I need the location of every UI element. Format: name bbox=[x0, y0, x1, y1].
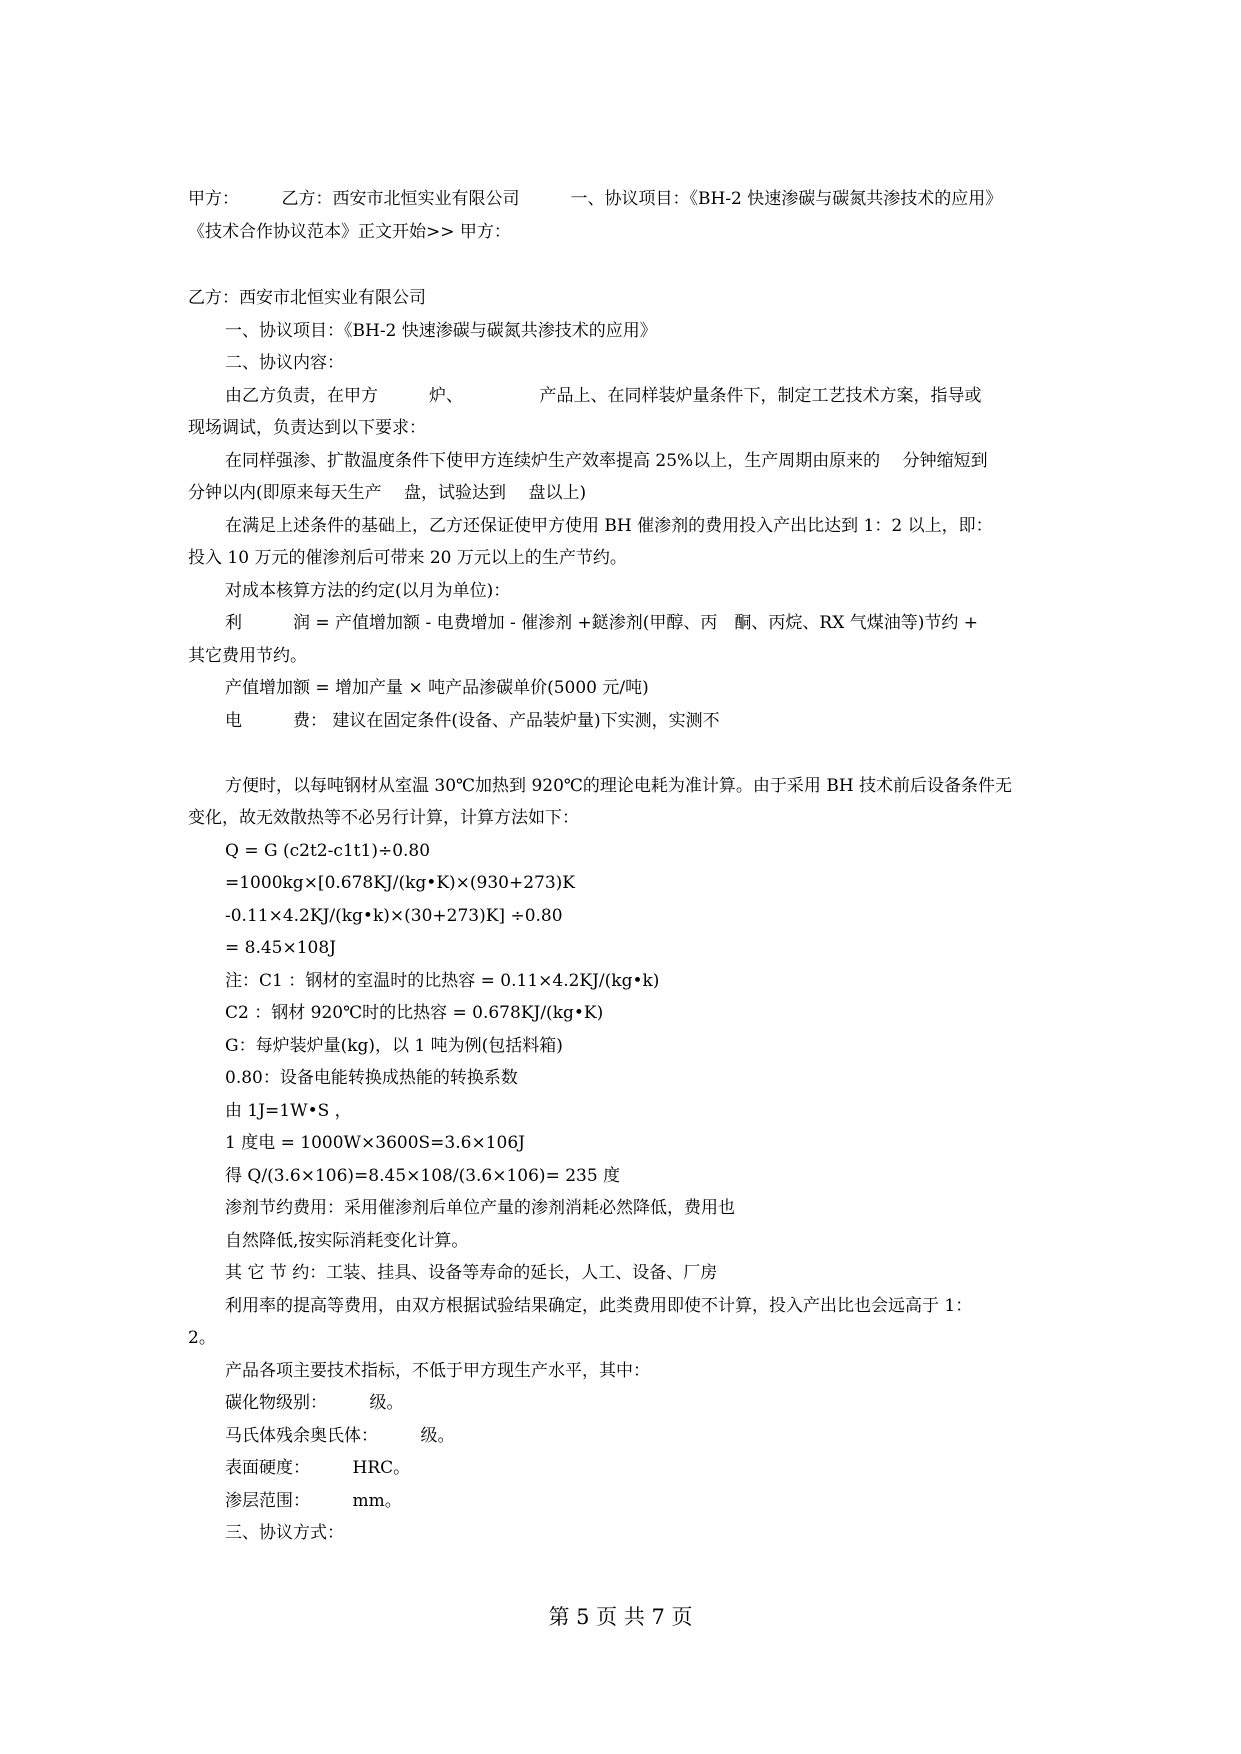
paragraph-line: 利 润 = 产值增加额 - 电费增加 - 催渗剂 +鎹渗剂(甲醇、丙 酮、丙烷、RX 气煤油等)节约 + bbox=[225, 613, 979, 633]
paragraph-line: 2。 bbox=[188, 1328, 216, 1348]
formula-line: =1000kg×[0.678KJ/(kg•K)×(930+273)K bbox=[225, 873, 576, 893]
paragraph-line: 自然降低,按实际消耗变化计算。 bbox=[225, 1231, 469, 1251]
party-b: 乙方：西安市北恒实业有限公司 bbox=[188, 288, 426, 308]
note-line: 注：C1 ：钢材的室温时的比热容 = 0.11×4.2KJ/(kg•k) bbox=[225, 971, 660, 991]
note-line: 0.80：设备电能转换成热能的转换系数 bbox=[225, 1068, 518, 1088]
formula-line: Q = G (c2t2-c1t1)÷0.80 bbox=[225, 841, 431, 861]
header-line-2: 《技术合作协议范本》正文开始>> 甲方： bbox=[188, 222, 511, 242]
spec-intro: 产品各项主要技术指标，不低于甲方现生产水平，其中： bbox=[225, 1361, 650, 1381]
formula-line: = 8.45×108J bbox=[225, 938, 337, 958]
paragraph-line: 分钟以内(即原来每天生产 盘，试验达到 盘以上) bbox=[188, 483, 587, 503]
page-number-footer: 第 5 页 共 7 页 bbox=[548, 1605, 693, 1629]
section-method-title: 三、协议方式： bbox=[225, 1523, 344, 1543]
section-content-title: 二、协议内容： bbox=[225, 353, 344, 373]
section-project: 一、协议项目：《BH-2 快速渗碳与碳氮共渗技术的应用》 bbox=[225, 321, 657, 341]
paragraph-line: 对成本核算方法的约定(以月为单位)： bbox=[225, 581, 511, 601]
paragraph-line: 其 它 节 约：工装、挂具、设备等寿命的延长，人工、设备、厂房 bbox=[225, 1263, 718, 1283]
spec-line: 马氏体残余奥氏体： 级。 bbox=[225, 1426, 455, 1446]
note-line: 1 度电 = 1000W×3600S=3.6×106J bbox=[225, 1133, 525, 1153]
note-line: G：每炉装炉量(kg)，以 1 吨为例(包括料箱) bbox=[225, 1036, 563, 1056]
header-line-1: 甲方： 乙方：西安市北恒实业有限公司 一、协议项目：《BH-2 快速渗碳与碳氮共渗技术的应用》 bbox=[188, 189, 1003, 209]
paragraph-line: 变化，故无效散热等不必另行计算，计算方法如下： bbox=[188, 808, 579, 828]
paragraph-line: 由乙方负责，在甲方 炉、 产品上、在同样装炉量条件下，制定工艺技术方案，指导或 bbox=[225, 386, 982, 406]
spec-line: 渗层范围： mm。 bbox=[225, 1491, 402, 1511]
spec-line: 表面硬度： HRC。 bbox=[225, 1458, 411, 1478]
paragraph-line: 渗剂节约费用：采用催渗剂后单位产量的渗剂消耗必然降低，费用也 bbox=[225, 1198, 735, 1218]
note-line: 得 Q/(3.6×106)=8.45×108/(3.6×106)= 235 度 bbox=[225, 1166, 621, 1186]
formula-line: -0.11×4.2KJ/(kg•k)×(30+273)K] ÷0.80 bbox=[225, 906, 563, 926]
paragraph-line: 在同样强渗、扩散温度条件下使甲方连续炉生产效率提高 25%以上，生产周期由原来的 分钟缩短到 bbox=[225, 451, 988, 471]
paragraph-line: 现场调试，负责达到以下要求： bbox=[188, 418, 426, 438]
paragraph-line: 在满足上述条件的基础上，乙方还保证使甲方使用 BH 催渗剂的费用投入产出比达到 1：2 以上，即： bbox=[225, 516, 993, 536]
paragraph-line: 产值增加额 = 增加产量 × 吨产品渗碳单价(5000 元/吨) bbox=[225, 678, 649, 698]
note-line: C2 ：钢材 920℃时的比热容 = 0.678KJ/(kg•K) bbox=[225, 1003, 604, 1023]
spec-line: 碳化物级别： 级。 bbox=[225, 1393, 404, 1413]
paragraph-line: 其它费用节约。 bbox=[188, 646, 307, 666]
paragraph-line: 电 费： 建议在固定条件(设备、产品装炉量)下实测，实测不 bbox=[225, 711, 720, 731]
note-line: 由 1J=1W•S ， bbox=[225, 1101, 352, 1121]
paragraph-line: 方便时，以每吨钢材从室温 30℃加热到 920℃的理论电耗为准计算。由于采用 BH 技术前后设备条件无 bbox=[225, 776, 1013, 796]
paragraph-line: 利用率的提高等费用，由双方根据试验结果确定，此类费用即使不计算，投入产出比也会远高于 1： bbox=[225, 1296, 973, 1316]
paragraph-line: 投入 10 万元的催渗剂后可带来 20 万元以上的生产节约。 bbox=[188, 548, 627, 568]
